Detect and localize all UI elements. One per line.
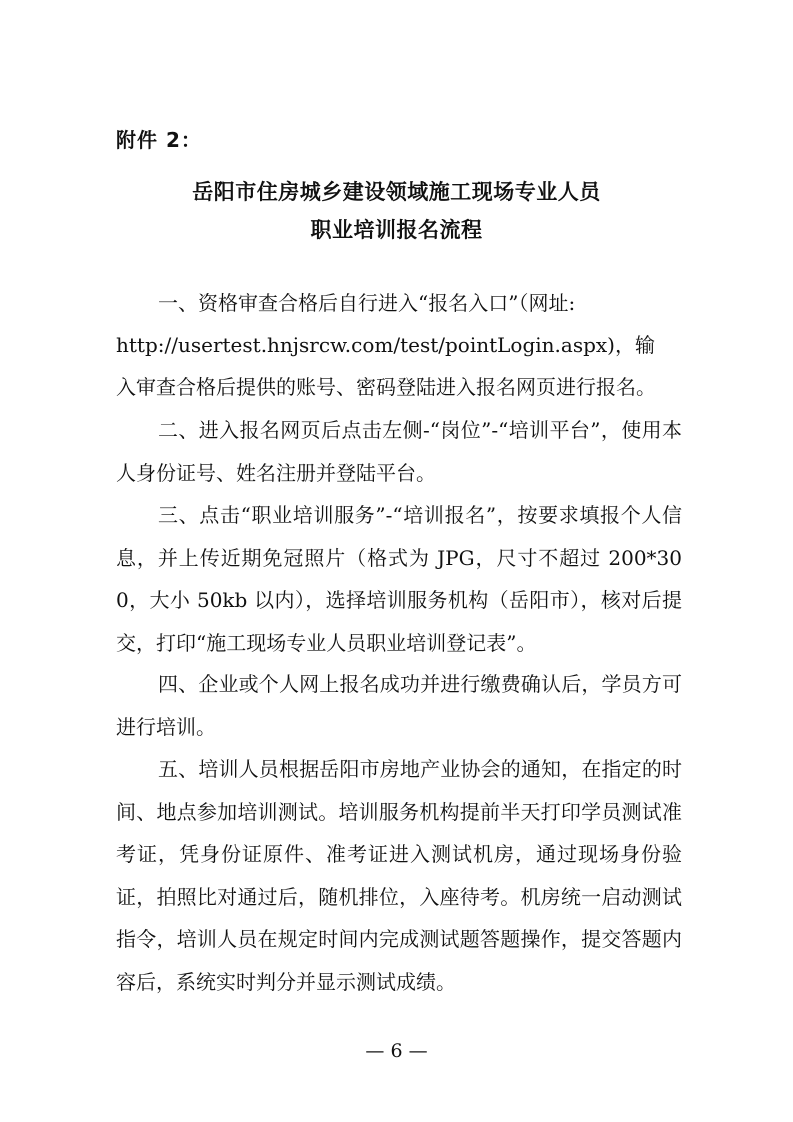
paragraph-1-line-1: 一、资格审查合格后自行进入“报名入口”（网址: <box>158 291 576 315</box>
paragraph-1-url-line: http://usertest.hnjsrcw.com/test/pointLogin.aspx)，输 <box>116 333 655 357</box>
document-title-line-2: 职业培训报名流程 <box>310 218 483 242</box>
document-title-line-1: 岳阳市住房城乡建设领域施工现场专业人员 <box>192 180 601 204</box>
paragraph-2: 二、进入报名网页后点击左侧-“岗位”-“培训平台”，使用本人身份证号、姓名注册并登陆平台。 <box>116 418 682 485</box>
paragraph-4: 四、企业或个人网上报名成功并进行缴费确认后，学员方可进行培训。 <box>116 672 682 739</box>
page-number: — 6 — <box>365 1040 428 1062</box>
paragraph-1-line-3: 入审查合格后提供的账号、密码登陆进入报名网页进行报名。 <box>116 375 656 399</box>
paragraph-3: 三、点击“职业培训服务”-“培训报名”，按要求填报个人信息，并上传近期免冠照片（格式为 JPG，尺寸不超过 200*300，大小 50kb 以内），选择培训服务机构（岳阳市），核对后提交，打印“施工现场专业人员职业培训登记表”。 <box>116 503 682 655</box>
paragraph-5: 五、培训人员根据岳阳市房地产业协会的通知，在指定的时间、地点参加培训测试。培训服务机构提前半天打印学员测试准考证，凭身份证原件、准考证进入测试机房，通过现场身份验证，拍照比对通过后，随机排位，入座待考。机房统一启动测试指令，培训人员在规定时间内完成测试题答题操作，提交答题内容后，系统实时判分并显示测试成绩。 <box>116 757 682 994</box>
attachment-label: 附件 2： <box>116 128 202 152</box>
